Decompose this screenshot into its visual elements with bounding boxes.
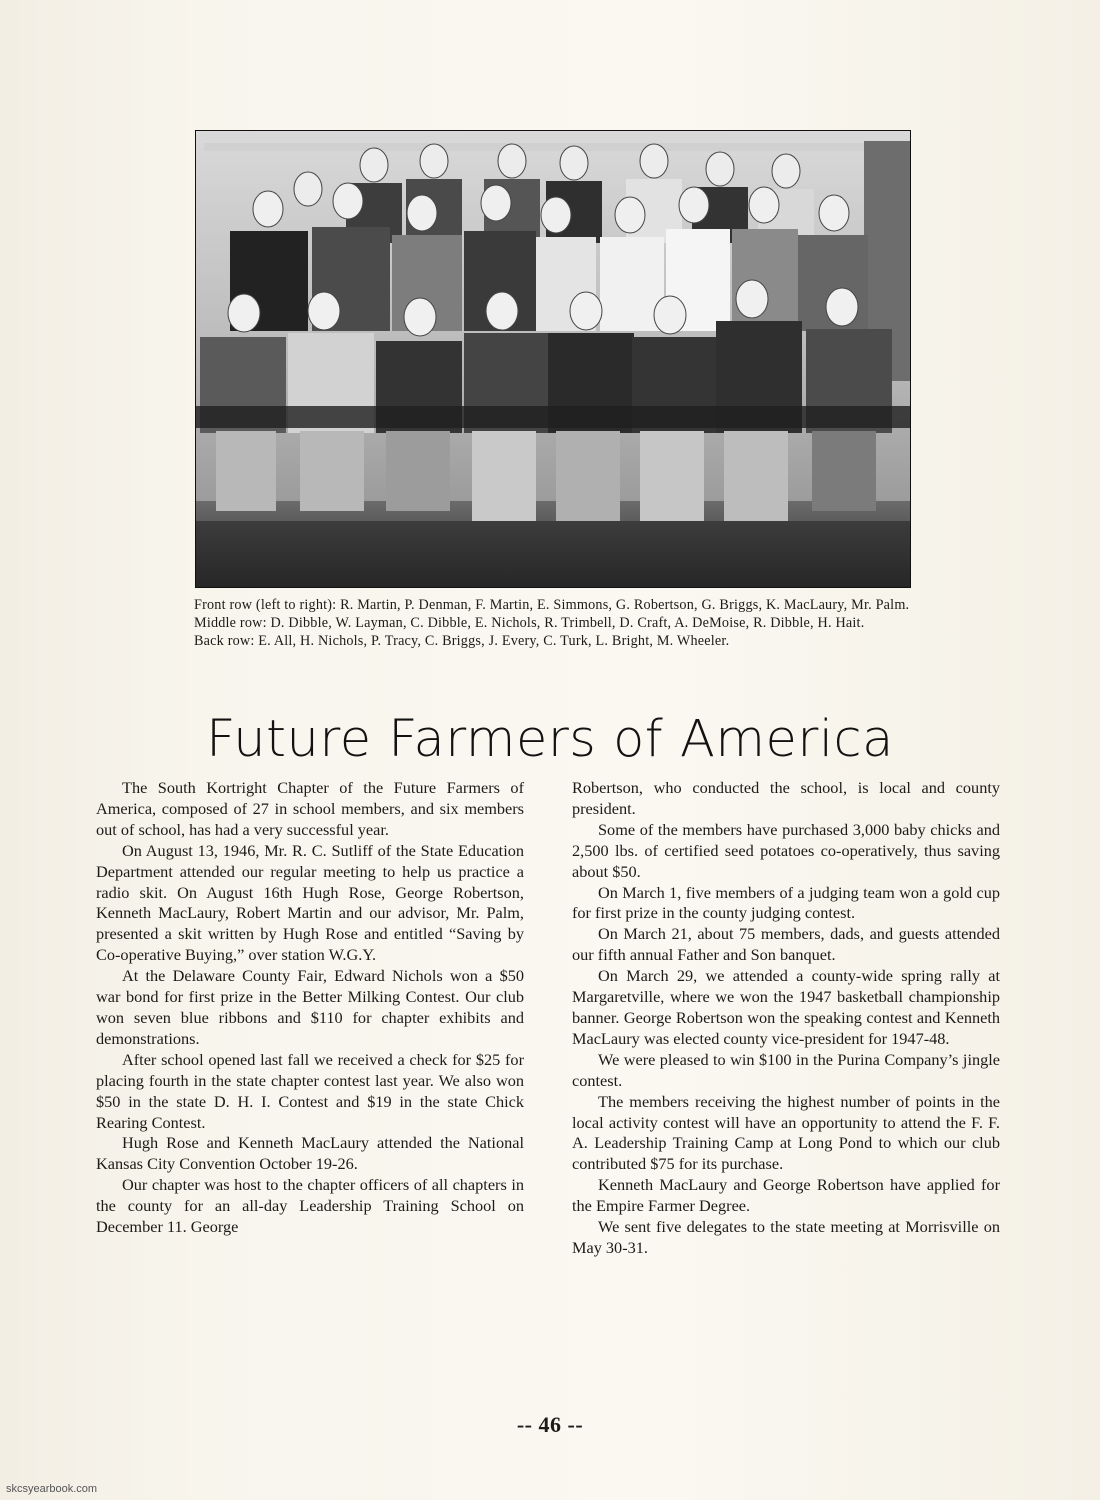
paragraph: The members receiving the highest number of points in the local activity contest will have an opportunity to attend the F. F. A. Leadership Training Camp at Long Pond to which our club contributed $75 for its purchase. [572, 1091, 1000, 1174]
paragraph: On March 21, about 75 members, dads, and guests attended our fifth annual Father and Son banquet. [572, 924, 1000, 965]
left-column [96, 778, 524, 1238]
paragraph: At the Delaware County Fair, Edward Nichols won a $50 war bond for first prize in the Better Milking Contest. Our club won seven blue ribbons and $110 for chapter exhibits and demonstrations. [96, 966, 524, 1048]
paragraph: The South Kortright Chapter of the Future Farmers of America, composed of 27 in school members, and six members out of school, has had a very successful year. [96, 778, 524, 839]
right-column [572, 778, 1000, 1259]
page-number: -- 46 -- [516, 1412, 584, 1437]
paragraph: On March 29, we attended a county-wide spring rally at Margaretville, where we won the 1947 basketball championship banner. George Robertson won the speaking contest and Kenneth MacLaury was elected county vice-president for 1947-48. [572, 966, 1000, 1048]
page-title: Future Farmers of America [206, 710, 894, 769]
paragraph-continuation: Robertson, who conducted the school, is local and county president. [572, 778, 1000, 818]
paragraph: After school opened last fall we received a check for $25 for placing fourth in the state chapter contest last year. We also won $50 in the state D. H. I. Contest and $19 in the state Chick Rearing Contest. [96, 1049, 524, 1132]
caption-back-row: Back row: E. All, H. Nichols, P. Tracy, C. Briggs, J. Every, C. Turk, L. Bright, M. Wheeler. [194, 633, 730, 649]
group-photo [195, 130, 911, 588]
paragraph: Some of the members have purchased 3,000 baby chicks and 2,500 lbs. of certified seed potatoes co-operatively, thus saving about $50. [572, 819, 1000, 881]
group-photo-illustration [196, 131, 910, 587]
caption-front-row: Front row (left to right): R. Martin, P. Denman, F. Martin, E. Simmons, G. Robertson, G. Briggs, K. MacLaury, Mr. Palm. [194, 597, 910, 613]
paragraph: Our chapter was host to the chapter officers of all chapters in the county for an all-day Leadership Training School on December 11. George [96, 1175, 524, 1237]
paragraph: We were pleased to win $100 in the Purina Company’s jingle contest. [572, 1049, 1000, 1090]
paragraph: We sent five delegates to the state meeting at Morrisville on May 30-31. [572, 1217, 1000, 1257]
caption-middle-row: Middle row: D. Dibble, W. Layman, C. Dibble, E. Nichols, R. Trimbell, D. Craft, A. DeMoise, R. Dibble, H. Hait. [194, 615, 865, 631]
watermark: skcsyearbook.com [6, 1483, 98, 1495]
paragraph: On March 1, five members of a judging team won a gold cup for first prize in the county judging contest. [572, 882, 1000, 923]
paragraph: Hugh Rose and Kenneth MacLaury attended the National Kansas City Convention October 19-26. [96, 1133, 524, 1174]
paragraph: On August 13, 1946, Mr. R. C. Sutliff of the State Education Department attended our regular meeting to help us practice a radio skit. On August 16th Hugh Rose, George Robertson, Kenneth MacLaury, Robert Martin and our advisor, Mr. Palm, presented a skit written by Hugh Rose and entitled “Saving by Co-operative Buying,” over station W.G.Y. [96, 840, 524, 965]
paragraph: Kenneth MacLaury and George Robertson have applied for the Empire Farmer Degree. [572, 1175, 1000, 1216]
photo-caption [194, 596, 914, 650]
